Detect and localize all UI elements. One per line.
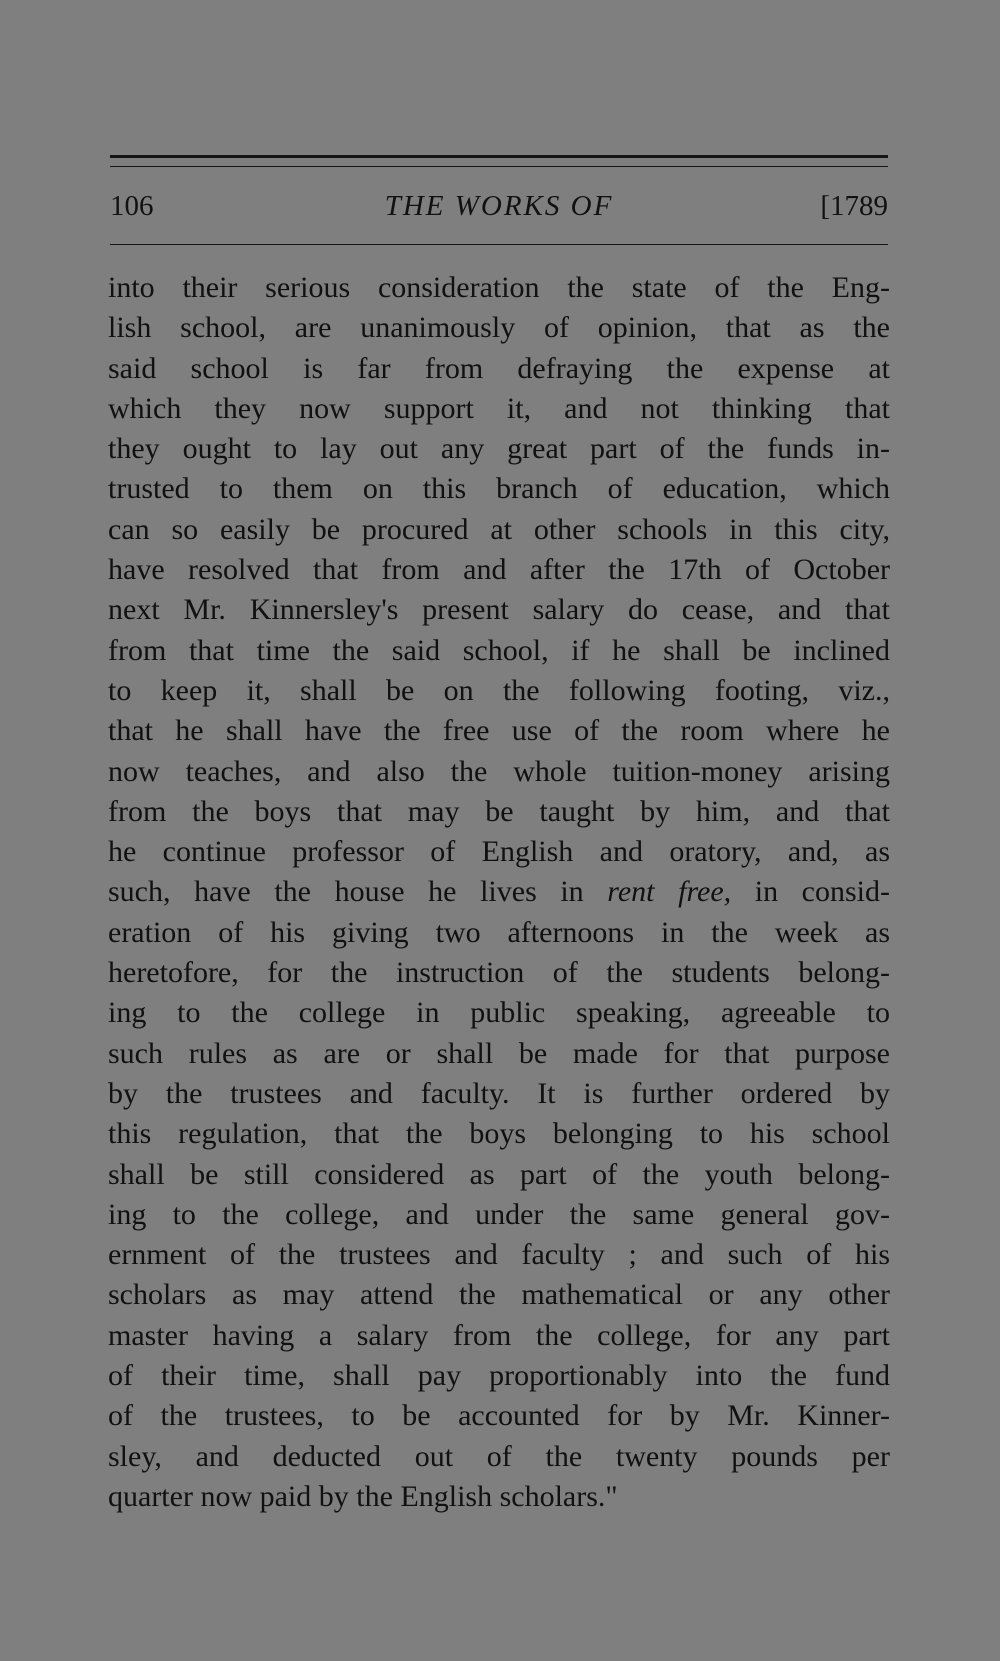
text-line: to keep it, shall be on the following footing, viz., <box>108 673 890 707</box>
text-line: can so easily be procured at other schools in this city, <box>108 512 890 546</box>
text-line: from the boys that may be taught by him, and that <box>108 794 890 828</box>
text-line: from that time the said school, if he shall be inclined <box>108 633 890 667</box>
text-run: such, have the house he lives in <box>108 875 608 909</box>
text-line: this regulation, that the boys belonging to his school <box>108 1117 890 1151</box>
text-line: lish school, are unanimously of opinion, that as the <box>108 311 890 345</box>
text-line: they ought to lay out any great part of the funds in- <box>108 432 890 466</box>
text-line: now teaches, and also the whole tuition-money arising <box>108 754 890 788</box>
text-line: shall be still considered as part of the youth belong- <box>108 1157 890 1191</box>
text-line: into their serious consideration the state of the Eng- <box>108 271 890 304</box>
text-line: ernment of the trustees and faculty ; and such of his <box>108 1238 890 1272</box>
page-number: 106 <box>110 190 154 222</box>
header-rule <box>110 244 888 245</box>
text-line: that he shall have the free use of the room where he <box>108 714 890 748</box>
header-double-rule-thin <box>110 166 888 167</box>
text-line: eration of his giving two afternoons in the week as <box>108 915 890 949</box>
text-line: sley, and deducted out of the twenty pounds per <box>108 1439 890 1473</box>
text-line: said school is far from defraying the expense at <box>108 351 890 385</box>
text-line: he continue professor of English and oratory, and, as <box>108 835 890 869</box>
text-line: have resolved that from and after the 17th of October <box>108 553 890 587</box>
text-line: trusted to them on this branch of education, which <box>108 472 890 506</box>
body-text <box>108 268 890 1517</box>
text-line: scholars as may attend the mathematical or any other <box>108 1278 890 1312</box>
italic-phrase: rent free, <box>607 875 732 909</box>
text-line: which they now support it, and not thinking that <box>108 391 890 425</box>
text-line: of their time, shall pay proportionably into the fund <box>108 1359 890 1393</box>
header-double-rule-thick <box>110 155 888 158</box>
text-line <box>108 872 890 912</box>
text-line: heretofore, for the instruction of the students belong- <box>108 956 890 990</box>
running-title: THE WORKS OF <box>384 190 614 222</box>
text-line: master having a salary from the college, for any part <box>108 1318 890 1352</box>
text-line: such rules as are or shall be made for that purpose <box>108 1036 890 1070</box>
text-line: ing to the college, and under the same general gov- <box>108 1197 890 1231</box>
text-line: by the trustees and faculty. It is further ordered by <box>108 1076 890 1110</box>
text-line: of the trustees, to be accounted for by Mr. Kinner- <box>108 1399 890 1433</box>
text-run: in consid- <box>731 875 890 909</box>
text-line: quarter now paid by the English scholars." <box>108 1479 618 1513</box>
header-year: [1789 <box>820 190 888 222</box>
text-line: next Mr. Kinnersley's present salary do cease, and that <box>108 593 890 627</box>
text-line: ing to the college in public speaking, agreeable to <box>108 996 890 1030</box>
running-header <box>110 184 888 228</box>
